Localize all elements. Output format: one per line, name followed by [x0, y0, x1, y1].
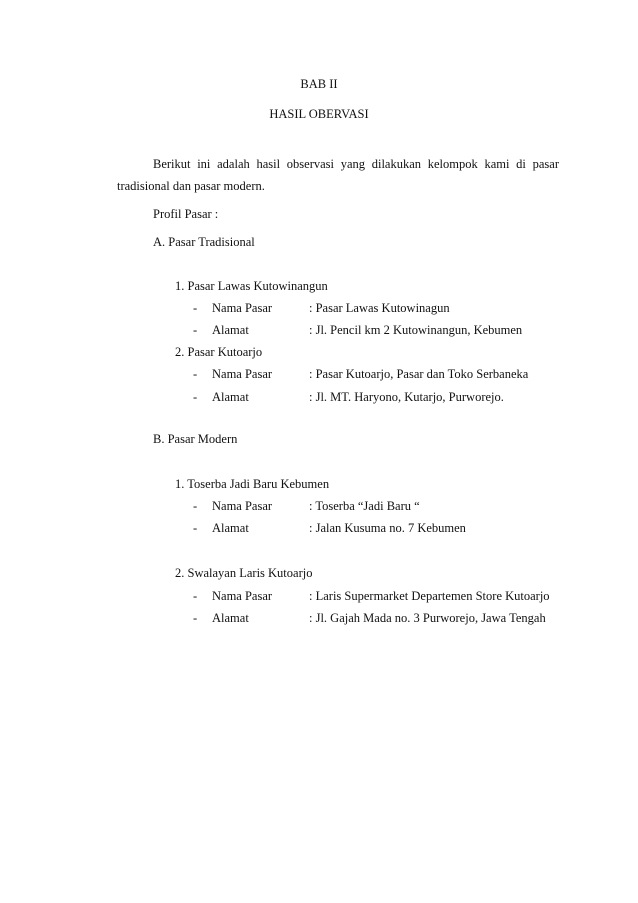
- market-title: 2. Swalayan Laris Kutoarjo: [175, 566, 313, 580]
- field-dash: -: [193, 611, 198, 625]
- field-label: Nama Pasar: [212, 589, 273, 603]
- market-title: 2. Pasar Kutoarjo: [175, 345, 263, 359]
- field-dash: -: [193, 367, 198, 381]
- intro-line-1: Berikut ini adalah hasil observasi yang dilakukan kelompok kami di pasar: [153, 157, 559, 171]
- market-title: 1. Pasar Lawas Kutowinangun: [175, 279, 328, 293]
- section-heading-a: A. Pasar Tradisional: [153, 235, 255, 249]
- page-title: HASIL OBERVASI: [269, 107, 369, 121]
- field-value: : Jl. MT. Haryono, Kutarjo, Purworejo.: [309, 390, 504, 404]
- chapter-label: BAB II: [300, 77, 338, 91]
- field-label: Nama Pasar: [212, 367, 273, 381]
- field-label: Nama Pasar: [212, 499, 273, 513]
- field-label: Nama Pasar: [212, 301, 273, 315]
- field-value: : Toserba “Jadi Baru “: [309, 499, 420, 513]
- field-dash: -: [193, 390, 198, 404]
- field-label: Alamat: [212, 390, 249, 404]
- field-dash: -: [193, 589, 198, 603]
- profile-label: Profil Pasar :: [153, 207, 219, 221]
- field-dash: -: [193, 301, 198, 315]
- field-value: : Jl. Pencil km 2 Kutowinangun, Kebumen: [309, 323, 523, 337]
- field-value: : Pasar Lawas Kutowinagun: [309, 301, 450, 315]
- field-label: Alamat: [212, 611, 249, 625]
- field-label: Alamat: [212, 521, 249, 535]
- intro-line-2: tradisional dan pasar modern.: [117, 179, 265, 193]
- field-value: : Pasar Kutoarjo, Pasar dan Toko Serbaneka: [309, 367, 529, 381]
- market-title: 1. Toserba Jadi Baru Kebumen: [175, 477, 330, 491]
- field-label: Alamat: [212, 323, 249, 337]
- field-dash: -: [193, 323, 198, 337]
- field-value: : Jalan Kusuma no. 7 Kebumen: [309, 521, 466, 535]
- section-heading-b: B. Pasar Modern: [153, 432, 238, 446]
- field-dash: -: [193, 499, 198, 513]
- field-dash: -: [193, 521, 198, 535]
- field-value: : Laris Supermarket Departemen Store Kutoarjo: [309, 589, 550, 603]
- field-value: : Jl. Gajah Mada no. 3 Purworejo, Jawa Tengah: [309, 611, 546, 625]
